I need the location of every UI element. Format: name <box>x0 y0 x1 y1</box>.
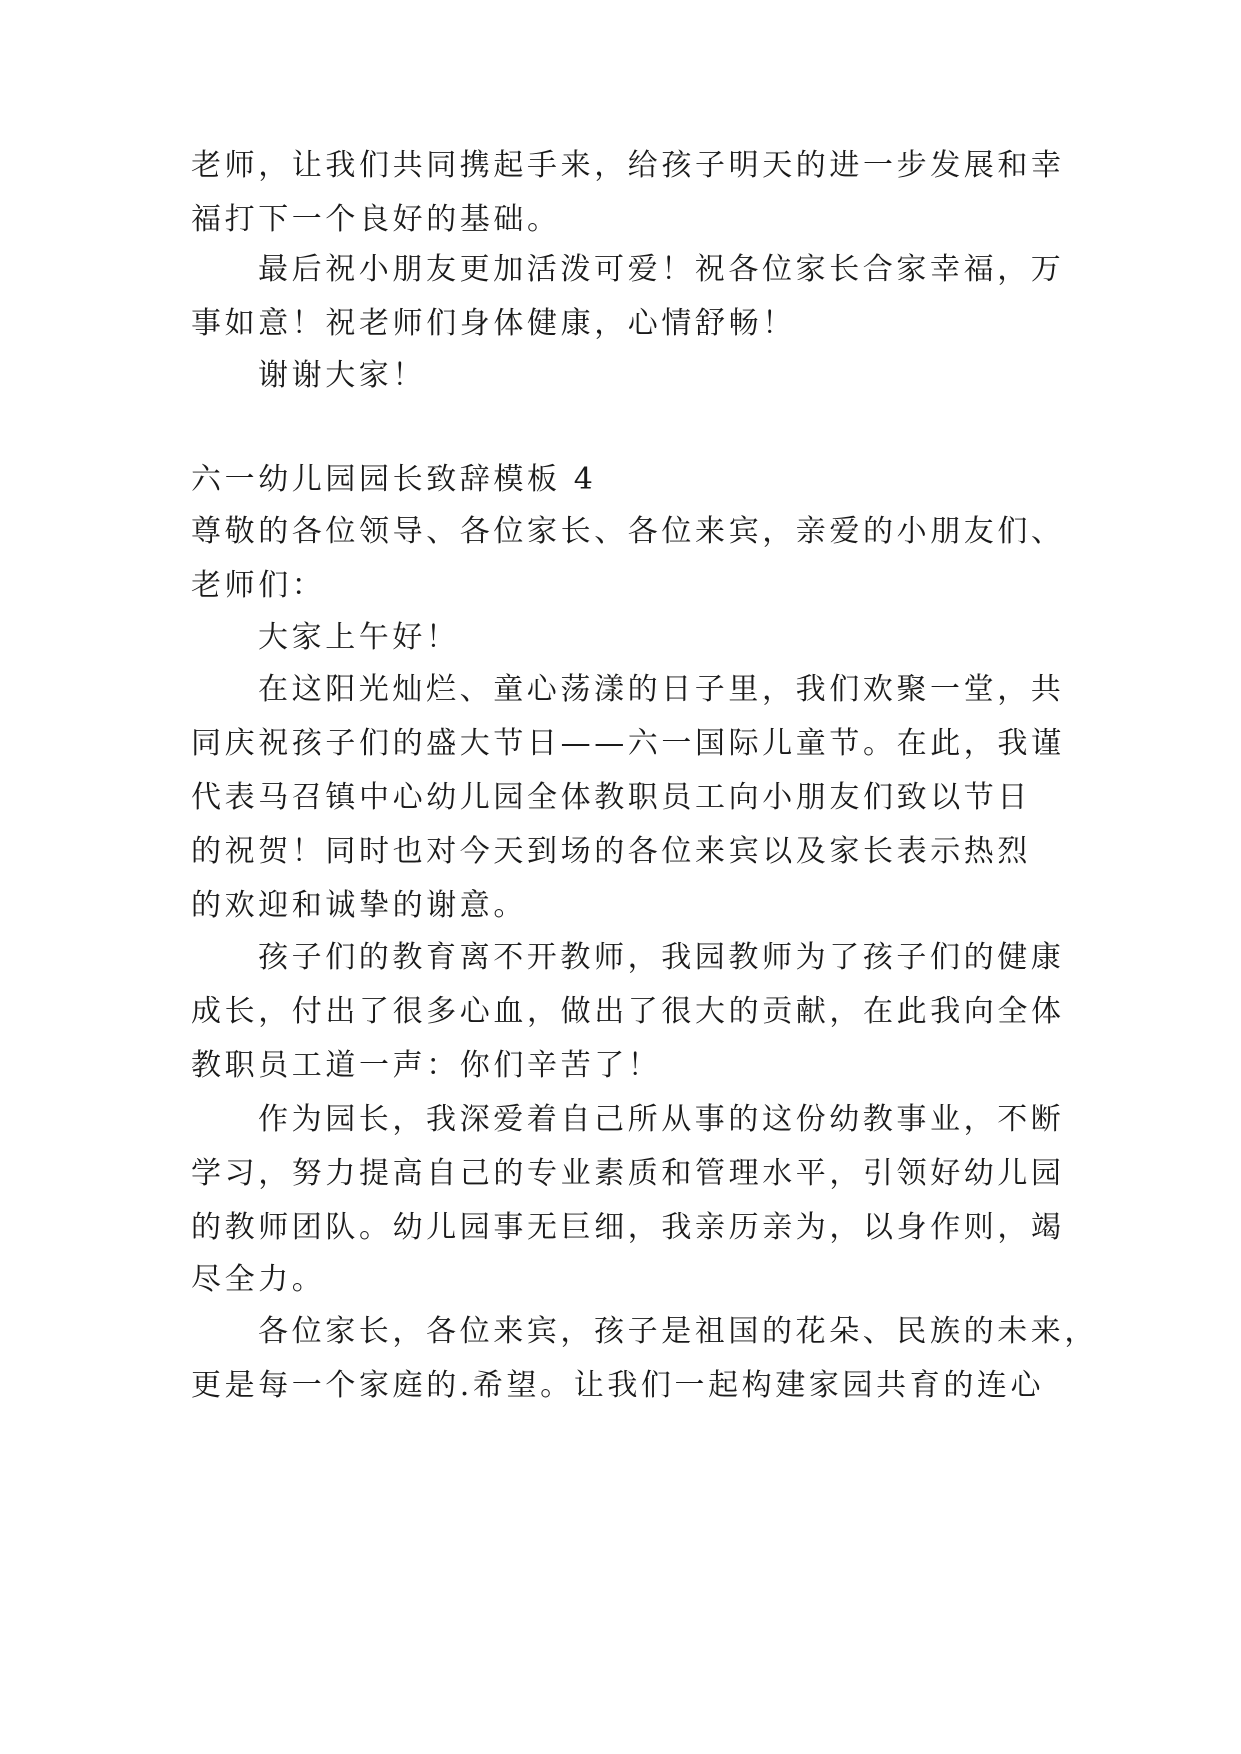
thanks-line: 谢谢大家！ <box>258 358 426 393</box>
text-line: 学习，努力提高自己的专业素质和管理水平，引领好幼儿园 <box>191 1156 1065 1191</box>
text-line: 的教师团队。幼儿园事无巨细，我亲历亲为，以身作则，竭 <box>191 1210 1065 1245</box>
text-line: 在这阳光灿烂、童心荡漾的日子里，我们欢聚一堂，共 <box>258 672 1065 707</box>
text-line: 老师，让我们共同携起手来，给孩子明天的进一步发展和幸 <box>191 148 1065 183</box>
salutation-line: 尊敬的各位领导、各位家长、各位来宾，亲爱的小朋友们、 <box>191 514 1065 549</box>
text-line: 事如意！祝老师们身体健康，心情舒畅！ <box>191 306 796 341</box>
text-line: 作为园长，我深爱着自己所从事的这份幼教事业，不断 <box>258 1102 1065 1137</box>
text-line: 最后祝小朋友更加活泼可爱！祝各位家长合家幸福，万 <box>258 252 1065 287</box>
text-line: 的祝贺！同时也对今天到场的各位来宾以及家长表示热烈 <box>191 834 1031 869</box>
greeting-line: 大家上午好！ <box>258 620 460 655</box>
text-line: 教职员工道一声：你们辛苦了！ <box>191 1048 662 1083</box>
text-line: 成长，付出了很多心血，做出了很大的贡献，在此我向全体 <box>191 994 1065 1029</box>
text-line: 代表马召镇中心幼儿园全体教职员工向小朋友们致以节日 <box>191 780 1031 815</box>
section-title: 六一幼儿园园长致辞模板 4 <box>191 462 597 497</box>
salutation-line: 老师们： <box>191 568 326 603</box>
text-line: 尽全力。 <box>191 1262 326 1297</box>
text-line: 孩子们的教育离不开教师，我园教师为了孩子们的健康 <box>258 940 1065 975</box>
text-line: 同庆祝孩子们的盛大节日——六一国际儿童节。在此，我谨 <box>191 726 1065 761</box>
text-line: 各位家长，各位来宾，孩子是祖国的花朵、民族的未来， <box>258 1314 1098 1349</box>
text-line: 更是每一个家庭的.希望。让我们一起构建家园共育的连心 <box>191 1368 1045 1403</box>
text-line: 福打下一个良好的基础。 <box>191 202 561 237</box>
text-line: 的欢迎和诚挚的谢意。 <box>191 888 527 923</box>
